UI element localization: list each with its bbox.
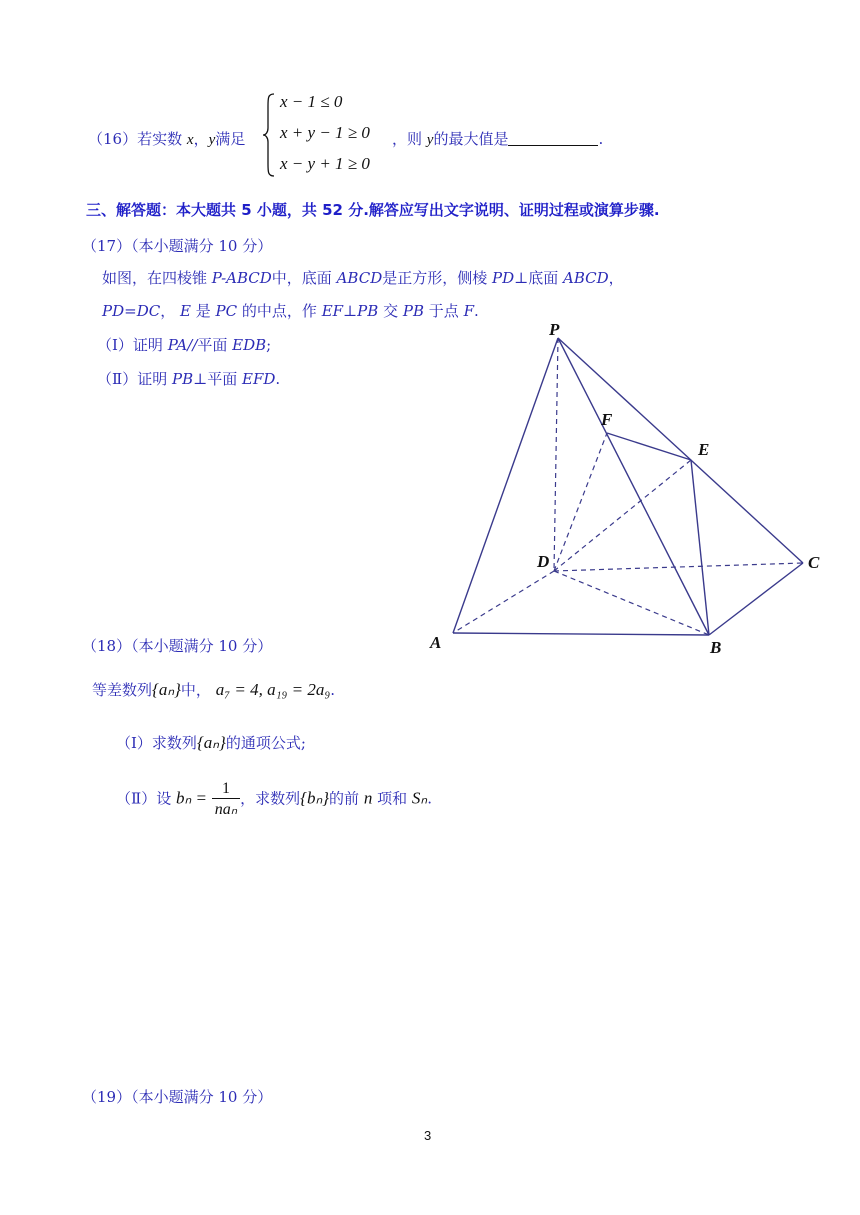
q18-l1-end: .	[330, 681, 336, 699]
q17-p1a: （Ⅰ）证明	[97, 336, 163, 354]
q16-var-y: y	[208, 132, 216, 148]
q18-p1-seq: {aₙ}	[196, 733, 226, 752]
q17-l2a: PD=DC	[102, 302, 161, 320]
q17-line-1	[102, 267, 624, 288]
edge-BC	[709, 563, 803, 635]
q17-l1b: P-ABCD	[211, 269, 272, 287]
q16-sep: ，	[193, 130, 209, 148]
q17-l1e: 是正方形，侧棱	[382, 269, 488, 287]
q19-header: （19）（本小题满分 10 分）	[82, 1088, 273, 1106]
q17-part-1	[97, 334, 271, 355]
q16-intro: 若实数	[137, 130, 183, 148]
q17-l1g: ⊥底面	[514, 269, 559, 287]
edge-DC	[554, 563, 803, 571]
q18-p2-frac-num: 1	[212, 780, 240, 799]
q16-var-x: x	[186, 132, 194, 148]
label-B: B	[710, 638, 722, 657]
q16-end: .	[598, 130, 604, 148]
q17-l2f: 的中点，作	[241, 302, 317, 320]
q17-l2m: F	[463, 302, 474, 320]
q18-p1b: 的通项公式;	[225, 734, 306, 752]
q16-brace	[262, 92, 276, 178]
q17-l2c: E	[180, 302, 191, 320]
label-P: P	[549, 320, 560, 339]
q16-ineq-3: x − y + 1 ≥ 0	[280, 154, 370, 173]
q18-p1a: （Ⅰ）求数列	[116, 734, 197, 752]
q17-l2l: 于点	[428, 302, 459, 320]
q16-ask-pre: ，则	[392, 130, 423, 148]
q17-l2e: PC	[215, 302, 238, 320]
edge-EB	[691, 460, 709, 635]
edge-DF	[554, 433, 607, 571]
q17-l1i: ，	[608, 269, 624, 287]
q17-l2j: 交	[383, 302, 399, 320]
q17-l2i: PB	[357, 302, 379, 320]
q17-l2g: EF	[321, 302, 344, 320]
q17-p2a: （Ⅱ）证明	[97, 370, 168, 388]
q17-l1h: ABCD	[563, 269, 609, 287]
q18-p2b: ，求数列	[240, 789, 301, 808]
edge-PD	[554, 338, 558, 571]
q17-p2b: PB	[171, 370, 194, 388]
pyramid-figure	[420, 315, 840, 660]
q18-p2d: 项和	[377, 789, 408, 808]
q17-header: （17）（本小题满分 10 分）	[82, 237, 273, 255]
label-E: E	[698, 440, 710, 459]
q16-line	[88, 128, 245, 149]
q18-line-1	[92, 679, 335, 700]
q18-p2-seq: {bₙ}	[300, 788, 330, 808]
q16-ineq-1: x − 1 ≤ 0	[280, 92, 343, 111]
q17-p2d: EFD	[242, 370, 276, 388]
q18-header: （18）（本小题满分 10 分）	[82, 637, 273, 655]
q17-l2h: ⊥	[343, 302, 358, 320]
q17-l1d: ABCD	[336, 269, 383, 287]
label-D: D	[537, 552, 550, 571]
q17-p2c: ⊥平面	[193, 370, 238, 388]
q18-p2-fraction	[212, 780, 240, 819]
edge-PC	[558, 338, 803, 563]
edge-DA	[453, 571, 554, 633]
q18-l1a: 等差数列	[92, 681, 153, 699]
q18-p2-s: Sₙ	[411, 788, 428, 808]
section-heading: 三、解答题：本大题共 5 小题，共 52 分.解答应写出文字说明、证明过程或演算步骤.	[86, 201, 660, 219]
edge-PB	[558, 338, 709, 635]
q16-answer-blank	[508, 131, 598, 146]
q18-p2-end: .	[427, 789, 432, 808]
q18-p2-frac-den: naₙ	[214, 801, 238, 818]
q16-ask-var: y	[426, 132, 434, 148]
q18-part-1	[116, 732, 306, 753]
page-number: 3	[424, 1128, 432, 1143]
q16-satisfy: 满足	[215, 130, 246, 148]
q18-l1b: 中，	[180, 681, 211, 699]
edge-FE	[607, 433, 691, 460]
q17-p1e: ;	[266, 336, 272, 354]
q17-p2e: .	[275, 370, 281, 388]
q17-l2k: PB	[402, 302, 424, 320]
q17-p1c: 平面	[197, 336, 228, 354]
edge-DE	[554, 460, 691, 571]
q18-p2c: 的前	[329, 789, 360, 808]
q17-l2n: .	[473, 302, 479, 320]
label-F: F	[601, 410, 613, 429]
q16-ask	[392, 128, 603, 149]
q18-p2-lhs: bₙ =	[175, 788, 207, 808]
q17-l2b: ，	[160, 302, 176, 320]
edge-PA	[453, 338, 558, 633]
q18-seq-a: {aₙ}	[152, 680, 181, 699]
q17-l2d: 是	[195, 302, 211, 320]
q17-l1c: 中，底面	[271, 269, 332, 287]
edge-AB	[453, 633, 709, 635]
label-A: A	[430, 633, 442, 652]
q18-p2a: （Ⅱ）设	[116, 789, 172, 808]
q17-part-2	[97, 368, 280, 389]
q17-p1d: EDB	[232, 336, 267, 354]
q16-ask-post: 的最大值是	[433, 130, 509, 148]
q16-number: （16）	[88, 130, 138, 148]
label-C: C	[808, 553, 820, 572]
q18-condition: a₇ = 4, a₁₉ = 2a₉	[215, 680, 331, 699]
q17-p1b: PA//	[167, 336, 198, 354]
q17-l1f: PD	[492, 269, 515, 287]
q16-ineq-2: x + y − 1 ≥ 0	[280, 123, 370, 142]
q17-l1a: 如图，在四棱锥	[102, 269, 208, 287]
edge-DB	[554, 571, 709, 635]
q18-p2-n: n	[363, 788, 373, 808]
q18-part-2	[116, 780, 432, 819]
